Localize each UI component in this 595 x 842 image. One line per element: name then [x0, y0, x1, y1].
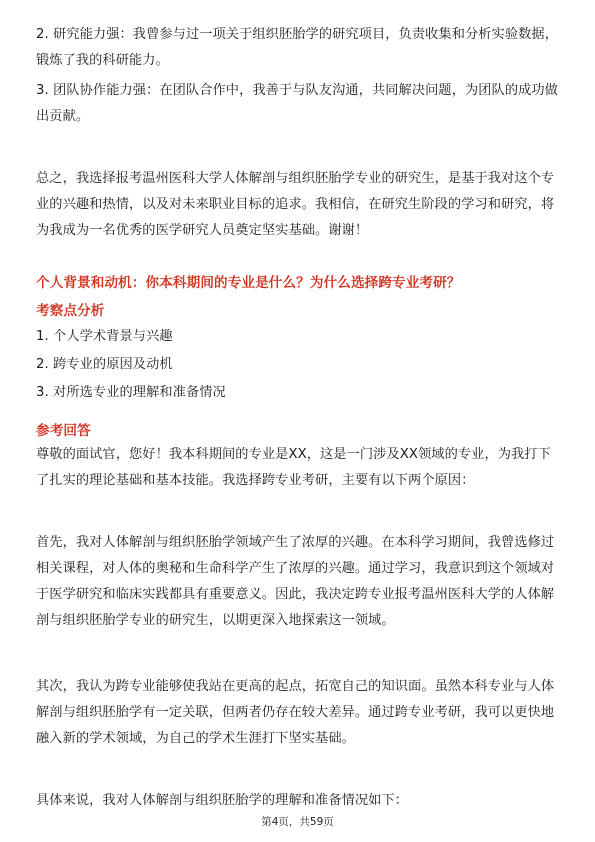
page-number-footer: 第4页，共59页	[261, 816, 334, 828]
intro-item-2: 2. 研究能力强：我曾参与过一项关于组织胚胎学的研究项目，负责收集和分析实验数据，锻炼了我的科研能力。	[36, 27, 558, 68]
intro-item-3: 3. 团队协作能力强：在团队合作中，我善于与队友沟通，共同解决问题，为团队的成功做出贡献。	[36, 83, 558, 124]
answer-paragraph-3: 其次，我认为跨专业能够使我站在更高的起点，拓宽自己的知识面。虽然本科专业与人体解剖与组织胚胎学有一定关联，但两者仍存在较大差异。通过跨专业考研，我可以更快地融入新的学术领域，为自己的学术生涯打下坚实基础。	[36, 679, 555, 746]
question-heading: 个人背景和动机：你本科期间的专业是什么？为什么选择跨专业考研？	[36, 275, 461, 291]
analysis-item-3: 3. 对所选专业的理解和准备情况	[36, 385, 226, 400]
answer-paragraph-4: 具体来说，我对人体解剖与组织胚胎学的理解和准备情况如下：	[36, 793, 409, 808]
analysis-item-2: 2. 跨专业的原因及动机	[36, 357, 173, 372]
analysis-item-1: 1. 个人学术背景与兴趣	[36, 329, 173, 344]
answer-paragraph-1: 尊敬的面试官，您好！我本科期间的专业是XX，这是一门涉及XX领域的专业，为我打下了扎实的理论基础和基本技能。我选择跨专业考研，主要有以下两个原因：	[36, 447, 551, 488]
analysis-heading: 考察点分析	[36, 303, 105, 319]
conclusion-paragraph: 总之，我选择报考温州医科大学人体解剖与组织胚胎学专业的研究生，是基于我对这个专业的兴趣和热情，以及对未来职业目标的追求。我相信，在研究生阶段的学习和研究，将为我成为一名优秀的医学研究人员奠定坚实基础。谢谢！	[36, 171, 555, 238]
answer-heading: 参考回答	[36, 423, 91, 439]
answer-paragraph-2: 首先，我对人体解剖与组织胚胎学领域产生了浓厚的兴趣。在本科学习期间，我曾选修过相关课程，对人体的奥秘和生命科学产生了浓厚的兴趣。通过学习，我意识到这个领域对于医学研究和临床实践都具有重要意义。因此，我决定跨专业报考温州医科大学的人体解剖与组织胚胎学专业的研究生，以期更深入地探索这一领域。	[36, 535, 555, 628]
